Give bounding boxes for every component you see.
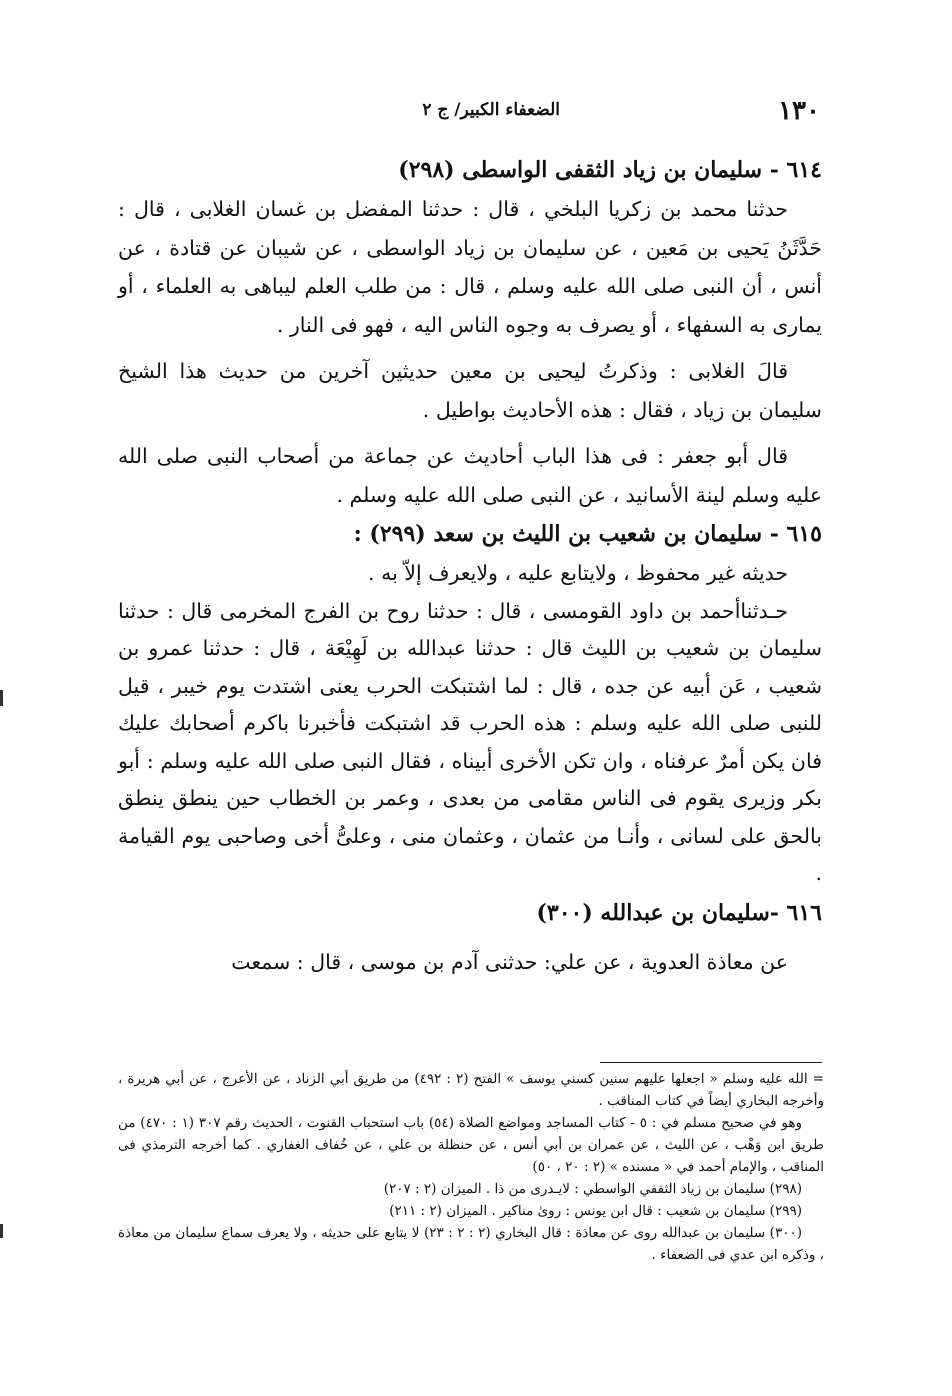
footnotes — [118, 1068, 824, 1266]
footnote: (٣٠٠) سليمان بن عبدالله روى عن معاذة : قال البخاري (٢ : ٢ : ٢٣) لا يتابع على حديثه ، ولا يعرف سماع سليمان من معاذة ، وذكره ابن عدي فى الضعفاء . — [118, 1225, 824, 1263]
page-header — [120, 96, 820, 132]
footnote: = الله عليه وسلم « اجعلها عليهم سنين كسني يوسف » الفتح (٢ : ٤٩٢) من طريق أبي الزناد ، عن الأعرج ، عن أبي هريرة ، وأخرجه البخاري أيضاً في كتاب المناقب . — [118, 1071, 824, 1109]
footnote: وهو في صحيح مسلم في : ٥ - كتاب المساجد ومواضع الصلاة (٥٤) باب استحباب القنوت ، الحديث رقم ٣٠٧ (١ : ٤٧٠) من طريق ابن وَهْب ، عن الليث ، عن عمران بن أبي أنس ، عن حنظلة بن علي ، عن خُفاف الغفاري . كما أخرجه الترمذي فى المناقب ، والإمام أحمد في « مسنده » (٢ : ٢٠ ، ٥٠) — [118, 1115, 824, 1175]
footnote: (٢٩٨) سليمان بن زياد الثقفي الواسطي : لايـدرى من ذا . الميزان (٢ : ٢٠٧) — [383, 1181, 802, 1197]
entry-paragraph: قال أبو جعفر : فى هذا الباب أحاديث عن جماعة من أصحاب النبى صلى الله عليه وسلم لينة الأسانيد ، عن النبى صلى الله عليه وسلم . — [118, 444, 822, 507]
scan-edge-mark — [0, 1224, 3, 1238]
main-text — [118, 150, 822, 981]
entry-title: ٦١٤ - سليمان بن زياد الثقفى الواسطى (٢٩٨) — [398, 157, 822, 183]
entry-paragraph: عن معاذة العدوية ، عن علي: حدثنى آدم بن موسى ، قال : سمعت — [231, 949, 788, 974]
page-number: ١٣٠ — [778, 96, 820, 126]
footnote: (٢٩٩) سليمان بن شعيب : قال ابن يونس : روىٰ مناكير . الميزان (٢ : ٢١١) — [389, 1203, 802, 1219]
entry-title: ٦١٥ - سليمان بن شعيب بن الليث بن سعد (٢٩٩) : — [353, 521, 822, 547]
entry-paragraph: حـدثناأحمد بن داود القومسى ، قال : حدثنا روح بن الفرج المخرمى قال : حدثنا سليمان بن شعيب بن الليث قال : حدثنا عبدالله بن لَهِيْعَة ، قال : حدثنا عمرو بن شعيب ، عَن أبيه عن جده ، قال : لما اشتبكت الحرب يعنى اشتدت يوم خيبر ، قيل للنبى صلى الله عليه وسلم : هذه الحرب قد اشتبكت فأخبرنا باكرم أصحابك عليك فان يكن أمرٌ عرفناه ، وان تكن الأخرى أبيناه ، فقال النبى صلى الله عليه وسلم : أبو بكر وزيرى يقوم فى الناس مقامى من بعدى ، وعمر بن الخطاب حين ينطق ينطق بالحق على لسانى ، وأنـا من عثمان ، وعثمان منى ، وعلىُّ أخى وصاحبى يوم القيامة . — [118, 598, 822, 885]
entry-paragraph: حدثنا محمد بن زكريا البلخي ، قال : حدثنا المفضل بن غسان الغلابى ، قال : حَدَّثَنُ يَحيى بن مَعين ، عن سليمان بن زياد الواسطى ، عن شيبان عن قتادة ، عن أنس ، أن النبى صلى الله عليه وسلم ، قال : من طلب العلم ليباهى به العلماء ، أو يمارى به السفهاء ، أو يصرف به وجوه الناس اليه ، فهو فى النار . — [118, 197, 822, 337]
entry-paragraph: حديثه غير محفوظ ، ولايتابع عليه ، ولايعرف إلاّ به . — [368, 561, 788, 585]
entry-paragraph: قالَ الغلابى : وذكرتُ ليحيى بن معين حديثين آخرين من حديث هذا الشيخ سليمان بن زياد ، فقال : هذه الأحاديث بواطيل . — [118, 359, 822, 422]
scan-edge-mark — [0, 690, 3, 706]
entry-title: ٦١٦ -سليمان بن عبدالله (٣٠٠) — [536, 899, 822, 926]
running-title: الضعفاء الكبير/ ج ٢ — [422, 100, 560, 120]
footnote-separator — [600, 1062, 822, 1063]
